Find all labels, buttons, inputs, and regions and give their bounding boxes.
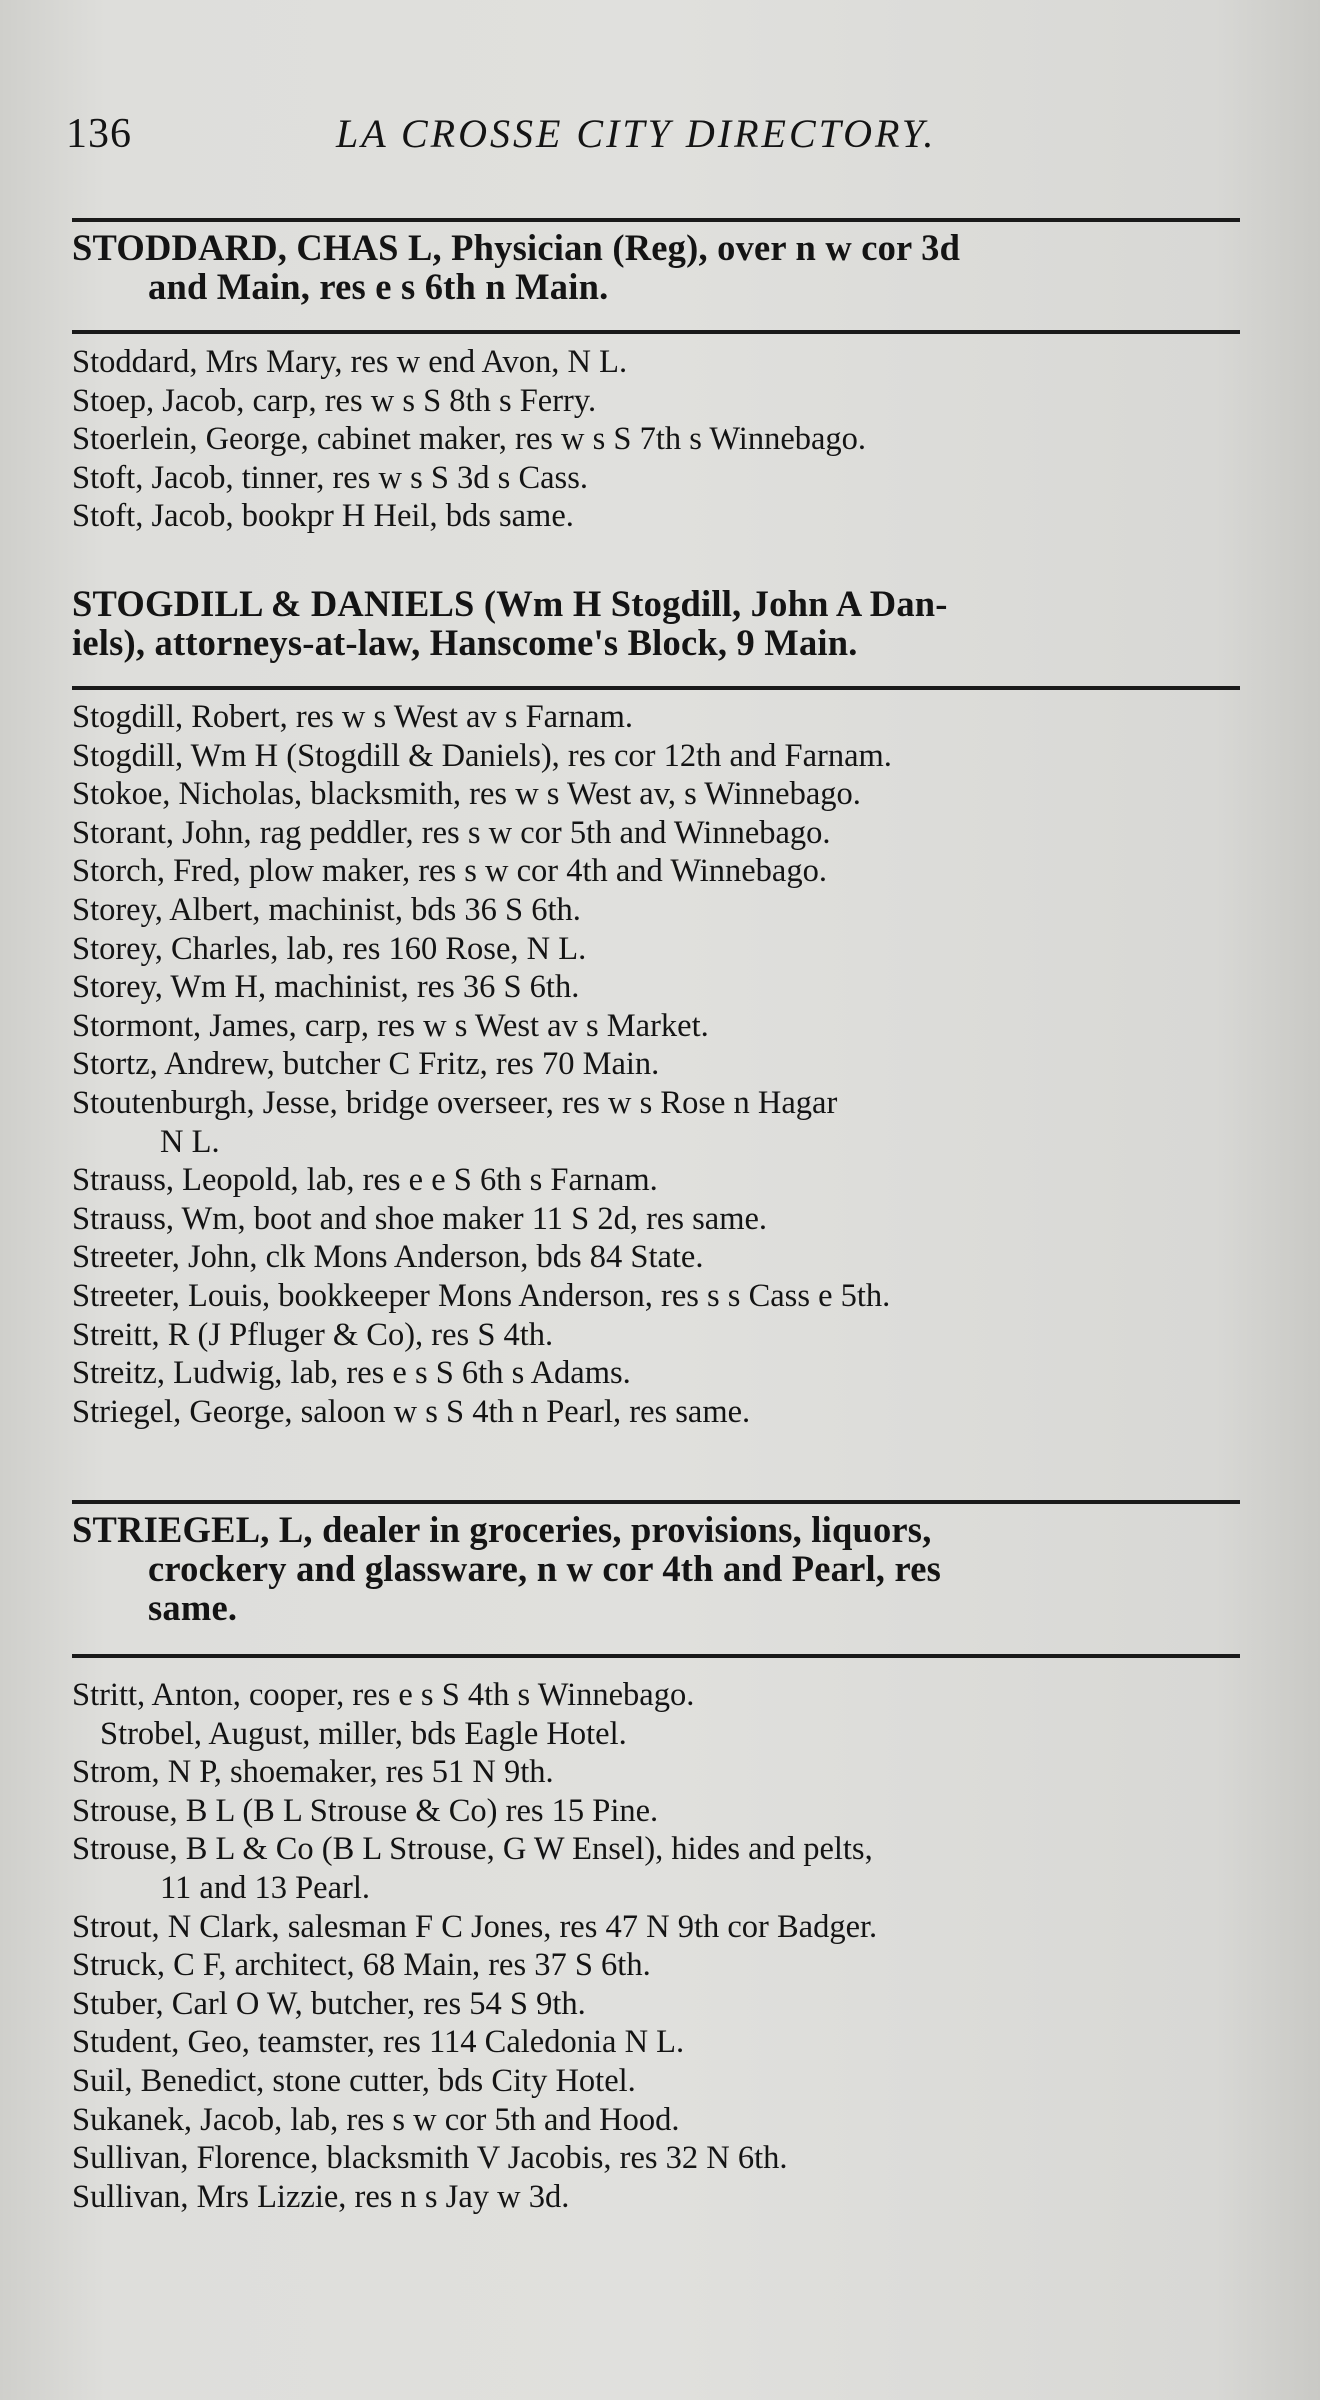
- list-item: Stoddard, Mrs Mary, res w end Avon, N L.: [72, 344, 628, 380]
- list-item: Storey, Charles, lab, res 160 Rose, N L.: [72, 930, 587, 967]
- list-item: Strom, N P, shoemaker, res 51 N 9th.: [72, 1754, 554, 1791]
- ad-line: and Main, res e s 6th n Main.: [148, 266, 609, 307]
- list-item-continuation: 11 and 13 Pearl.: [160, 1869, 370, 1906]
- list-item: Striegel, George, saloon w s S 4th n Pearl, res same.: [72, 1393, 751, 1430]
- list-item: Struck, C F, architect, 68 Main, res 37 S 6th.: [72, 1947, 651, 1984]
- list-item: Student, Geo, teamster, res 114 Caledonia N L.: [72, 2024, 685, 2061]
- list-item: Stoutenburgh, Jesse, bridge overseer, res w s Rose n Hagar: [72, 1084, 838, 1121]
- list-item: Strauss, Wm, boot and shoe maker 11 S 2d, res same.: [72, 1200, 768, 1237]
- list-item: Strout, N Clark, salesman F C Jones, res 47 N 9th cor Badger.: [72, 1908, 878, 1945]
- ad-line: iels), attorneys-at-law, Hanscome's Block, 9 Main.: [72, 622, 858, 663]
- ad-line: STODDARD, CHAS L, Physician (Reg), over n w cor 3d: [72, 227, 961, 268]
- rule: [72, 218, 1240, 222]
- list-item: Storch, Fred, plow maker, res s w cor 4th and Winnebago.: [72, 853, 827, 890]
- list-item: Suil, Benedict, stone cutter, bds City Hotel.: [72, 2062, 636, 2099]
- list-item: Strouse, B L (B L Strouse & Co) res 15 Pine.: [72, 1792, 659, 1829]
- ad-line: STOGDILL & DANIELS (Wm H Stogdill, John A Dan-: [72, 583, 948, 624]
- list-item: Strauss, Leopold, lab, res e e S 6th s Farnam.: [72, 1162, 658, 1199]
- rule: [72, 1500, 1240, 1504]
- page-number: 136: [66, 111, 132, 157]
- list-item: Stoft, Jacob, tinner, res w s S 3d s Cass.: [72, 459, 588, 496]
- entry-list: [72, 698, 1252, 1431]
- list-item: Stoft, Jacob, bookpr H Heil, bds same.: [72, 498, 574, 535]
- ad-line: same.: [148, 1587, 238, 1628]
- list-item: Stortz, Andrew, butcher C Fritz, res 70 Main.: [72, 1046, 660, 1083]
- running-title: LA CROSSE CITY DIRECTORY.: [336, 111, 937, 156]
- list-item: Strouse, B L & Co (B L Strouse, G W Ensel), hides and pelts,: [72, 1831, 873, 1868]
- list-item: Streeter, John, clk Mons Anderson, bds 84 State.: [72, 1239, 704, 1276]
- ad-line: STRIEGEL, L, dealer in groceries, provisions, liquors,: [72, 1509, 932, 1550]
- list-item: Storey, Albert, machinist, bds 36 S 6th.: [72, 891, 581, 928]
- list-item: Streitt, R (J Pfluger & Co), res S 4th.: [72, 1316, 554, 1353]
- list-item-continuation: N L.: [160, 1123, 220, 1160]
- advertisement-stoddard: [72, 228, 1240, 306]
- list-item: Sullivan, Mrs Lizzie, res n s Jay w 3d.: [72, 2178, 570, 2215]
- advertisement-stogdill-daniels: [72, 584, 1240, 662]
- list-item: Stogdill, Robert, res w s West av s Farnam.: [72, 699, 633, 735]
- list-item: Stoerlein, George, cabinet maker, res w s S 7th s Winnebago.: [72, 421, 867, 458]
- rule: [72, 686, 1240, 690]
- page-header: [66, 98, 1246, 158]
- list-item: Strobel, August, miller, bds Eagle Hotel.: [100, 1715, 627, 1752]
- list-item: Storant, John, rag peddler, res s w cor 5th and Winnebago.: [72, 814, 831, 851]
- list-item: Sukanek, Jacob, lab, res s w cor 5th and Hood.: [72, 2101, 680, 2138]
- ad-line: crockery and glassware, n w cor 4th and Pearl, res: [148, 1548, 942, 1589]
- list-item: Streeter, Louis, bookkeeper Mons Anderson, res s s Cass e 5th.: [72, 1277, 891, 1314]
- rule: [72, 1654, 1240, 1658]
- list-item: Stogdill, Wm H (Stogdill & Daniels), res cor 12th and Farnam.: [72, 737, 892, 774]
- list-item: Storey, Wm H, machinist, res 36 S 6th.: [72, 969, 580, 1006]
- list-item: Streitz, Ludwig, lab, res e s S 6th s Adams.: [72, 1355, 631, 1392]
- list-item: Stormont, James, carp, res w s West av s Market.: [72, 1007, 709, 1044]
- entry-list: [72, 1676, 1252, 2216]
- advertisement-striegel: [72, 1510, 1240, 1627]
- entry-list: [72, 343, 1252, 536]
- rule: [72, 330, 1240, 334]
- list-item: Sullivan, Florence, blacksmith V Jacobis, res 32 N 6th.: [72, 2140, 788, 2177]
- list-item: Stokoe, Nicholas, blacksmith, res w s West av, s Winnebago.: [72, 776, 861, 813]
- list-item: Stuber, Carl O W, butcher, res 54 S 9th.: [72, 1985, 586, 2022]
- list-item: Stritt, Anton, cooper, res e s S 4th s Winnebago.: [72, 1677, 695, 1713]
- list-item: Stoep, Jacob, carp, res w s S 8th s Ferry.: [72, 382, 597, 419]
